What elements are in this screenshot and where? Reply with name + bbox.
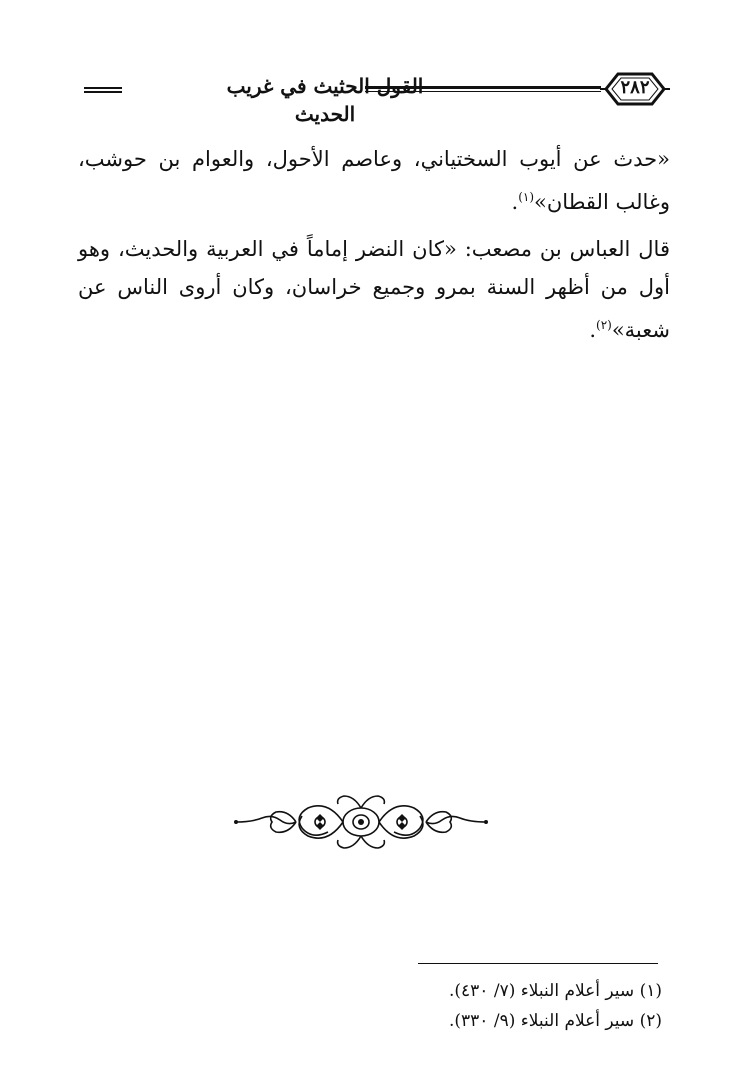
paragraph-2-text: قال العباس بن مصعب: «كان النضر إماماً في العربية والحديث، وهو أول من أظهر السنة بمرو وجميع خراسان، وكان أروى الناس عن شعبة»	[78, 237, 670, 342]
running-title: القول الحثيث في غريب الحديث	[226, 74, 424, 126]
paragraph-2	[78, 230, 670, 349]
footnote-2: (٢) سير أعلام النبلاء (٩/ ٣٣٠).	[449, 1011, 662, 1031]
floral-ornament-icon	[232, 790, 490, 854]
footnote-separator	[418, 963, 658, 964]
paragraph-1	[78, 140, 670, 221]
header-right-rule-thin	[365, 91, 601, 92]
header-left-rule	[84, 87, 122, 93]
footnote-ref-2: (٢)	[596, 318, 612, 332]
header-right-rule	[365, 86, 601, 89]
footnote-ref-1: (١)	[518, 190, 535, 204]
page-header	[80, 70, 670, 126]
paragraph-1-end: .	[511, 190, 519, 214]
footnote-1: (١) سير أعلام النبلاء (٧/ ٤٣٠).	[449, 981, 662, 1001]
paragraph-1-text: «حدث عن أيوب السختياني، وعاصم الأحول، والعوام بن حوشب، وغالب القطان»	[78, 147, 670, 214]
page-number-badge	[600, 70, 670, 108]
page-number: ٢٨٢	[620, 77, 650, 98]
paragraph-2-end: .	[589, 318, 596, 342]
